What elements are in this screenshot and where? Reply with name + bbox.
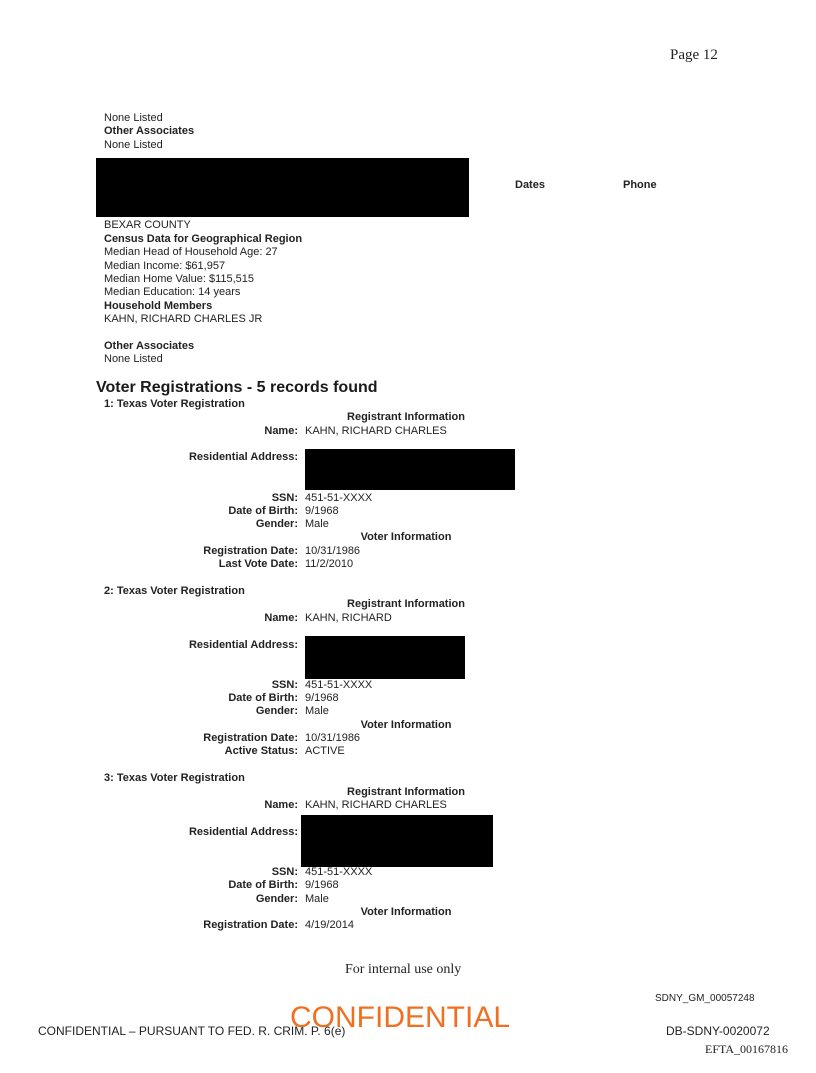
- page-number: Page 12: [670, 47, 718, 63]
- ssn-label: SSN:: [271, 866, 298, 878]
- confidential-notice: CONFIDENTIAL – PURSUANT TO FED. R. CRIM. P. 6(e): [38, 1024, 346, 1038]
- redaction-box: [96, 158, 469, 217]
- none-listed-text: None Listed: [104, 139, 163, 151]
- name-value: KAHN, RICHARD: [305, 612, 392, 624]
- median-education: Median Education: 14 years: [104, 286, 241, 298]
- phone-column-header: Phone: [623, 179, 657, 191]
- voter-info-header: Voter Information: [360, 531, 452, 543]
- gender-label: Gender:: [255, 705, 298, 717]
- registration-date-label: Registration Date:: [203, 732, 298, 744]
- residential-address-label: Residential Address:: [188, 451, 298, 463]
- registration-date-value: 10/31/1986: [305, 545, 361, 557]
- name-label: Name:: [264, 425, 298, 437]
- gender-label: Gender:: [255, 518, 298, 530]
- registrant-info-header: Registrant Information: [347, 598, 465, 610]
- registration-date-value: 10/31/1986: [305, 732, 361, 744]
- registration-date-value: 4/19/2014: [305, 919, 354, 931]
- name-value: KAHN, RICHARD CHARLES: [305, 799, 447, 811]
- gender-value: Male: [305, 705, 329, 717]
- name-value: KAHN, RICHARD CHARLES: [305, 425, 447, 437]
- internal-use-note: For internal use only: [345, 962, 462, 977]
- active-status-value: ACTIVE: [305, 745, 345, 757]
- household-member: KAHN, RICHARD CHARLES JR: [104, 313, 263, 325]
- voter-registrations-title: Voter Registrations - 5 records found: [96, 379, 378, 396]
- db-bates-number: DB-SDNY-0020072: [666, 1024, 770, 1038]
- dob-value: 9/1968: [305, 879, 339, 891]
- none-listed-text: None Listed: [104, 112, 163, 124]
- residential-address-label: Residential Address:: [188, 826, 298, 838]
- last-vote-date-value: 11/2/2010: [305, 558, 354, 570]
- record-title: 3: Texas Voter Registration: [104, 772, 245, 784]
- median-age: Median Head of Household Age: 27: [104, 246, 278, 258]
- ssn-value: 451-51-XXXX: [305, 492, 373, 504]
- other-associates-label: Other Associates: [104, 125, 195, 137]
- record-title: 2: Texas Voter Registration: [104, 585, 245, 597]
- redaction-box: [305, 636, 465, 679]
- name-label: Name:: [264, 799, 298, 811]
- redaction-box: [301, 815, 493, 867]
- gender-value: Male: [305, 518, 329, 530]
- voter-info-header: Voter Information: [360, 719, 452, 731]
- name-label: Name:: [264, 612, 298, 624]
- confidential-stamp: CONFIDENTIAL: [290, 1001, 511, 1034]
- sdny-bates-number: SDNY_GM_00057248: [655, 993, 755, 1004]
- residential-address-label: Residential Address:: [188, 639, 298, 651]
- dob-value: 9/1968: [305, 692, 339, 704]
- active-status-label: Active Status:: [224, 745, 298, 757]
- median-home-value: Median Home Value: $115,515: [104, 273, 255, 285]
- dob-value: 9/1968: [305, 505, 339, 517]
- gender-label: Gender:: [255, 893, 298, 905]
- dob-label: Date of Birth:: [228, 505, 298, 517]
- median-income: Median Income: $61,957: [104, 260, 226, 272]
- census-heading: Census Data for Geographical Region: [104, 233, 303, 245]
- registrant-info-header: Registrant Information: [347, 411, 465, 423]
- ssn-label: SSN:: [271, 679, 298, 691]
- other-associates-label: Other Associates: [104, 340, 195, 352]
- dob-label: Date of Birth:: [228, 692, 298, 704]
- redaction-box: [305, 449, 515, 490]
- registrant-info-header: Registrant Information: [347, 786, 465, 798]
- voter-info-header: Voter Information: [360, 906, 452, 918]
- registration-date-label: Registration Date:: [203, 545, 298, 557]
- registration-date-label: Registration Date:: [203, 919, 298, 931]
- gender-value: Male: [305, 893, 329, 905]
- efta-number: EFTA_00167816: [705, 1042, 789, 1056]
- household-members-label: Household Members: [104, 300, 213, 312]
- other-associates-value: None Listed: [104, 353, 163, 365]
- ssn-value: 451-51-XXXX: [305, 679, 373, 691]
- dob-label: Date of Birth:: [228, 879, 298, 891]
- ssn-value: 451-51-XXXX: [305, 866, 373, 878]
- county-name: BEXAR COUNTY: [104, 219, 191, 231]
- ssn-label: SSN:: [271, 492, 298, 504]
- last-vote-date-label: Last Vote Date:: [218, 558, 298, 570]
- dates-column-header: Dates: [515, 179, 545, 191]
- record-title: 1: Texas Voter Registration: [104, 398, 245, 410]
